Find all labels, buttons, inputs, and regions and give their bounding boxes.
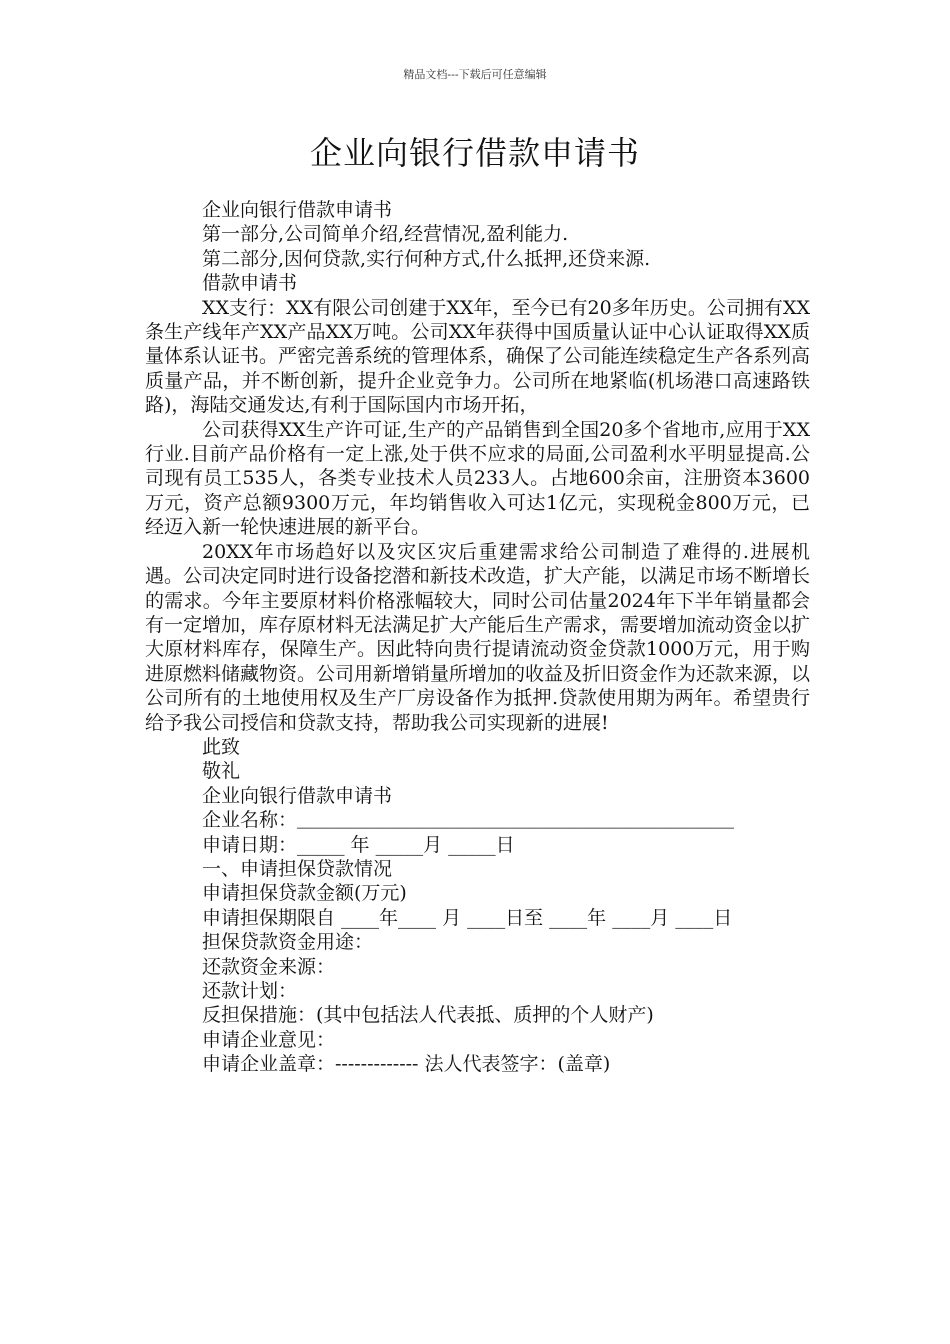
guarantee-period-field: 申请担保期限自 ____年____ 月 ____日至 ____年 ____月 ____日 [202, 906, 733, 929]
page-header: 精品文档---下载后可任意编辑 [403, 68, 547, 81]
repayment-plan-field: 还款计划： [202, 980, 298, 1002]
body-paragraph: 公司获得XX生产许可证,生产的产品销售到全国20多个省地市,应用于XX行业.目前产品价格有一定上涨,处于供不应求的局面,公司盈利水平明显提高.公司现有员工535人，各类专业技术人员233人。占地600余亩，注册资本3600万元，资产总额9300万元，年均销售收入可达1亿元，实现税金800万元，已经迈入新一轮快速进展的新平台。 [145, 418, 810, 539]
closing-line: 此致 [202, 735, 241, 758]
loan-purpose-field: 担保贷款资金用途： [202, 931, 374, 954]
company-opinion-field: 申请企业意见： [202, 1028, 336, 1051]
intro-line: 借款申请书 [202, 272, 298, 295]
repayment-source-field: 还款资金来源： [202, 955, 336, 978]
closing-line: 企业向银行借款申请书 [202, 784, 393, 807]
intro-line: 第一部分,公司简单介绍,经营情况,盈利能力. [202, 223, 569, 246]
body-paragraph: XX支行：XX有限公司创建于XX年，至今已有20多年历史。公司拥有XX条生产线年产XX产品XX万吨。公司XX年获得中国质量认证中心认证取得XX质量体系认证书。严密完善系统的管理体系，确保了公司能连续稳定生产各系列高质量产品，并不断创新，提升企业竞争力。公司所在地紧临(机场港口高速路铁路)，海陆交通发达,有利于国际国内市场开拓， [145, 296, 811, 417]
document-title: 企业向银行借款申请书 [309, 134, 640, 172]
seal-signature-field: 申请企业盖章：------------- 法人代表签字：(盖章) [202, 1053, 611, 1076]
body-paragraph: 20XX年市场趋好以及灾区灾后重建需求给公司制造了难得的.进展机遇。公司决定同时进行设备挖潜和新技术改造，扩大产能，以满足市场不断增长的需求。今年主要原材料价格涨幅较大，同时公司估量2024年下半年销量都会有一定增加，库存原材料无法满足扩大产能后生产需求，需要增加流动资金以扩大原材料库存，保障生产。因此特向贵行提请流动资金贷款1000万元，用于购进原燃料储藏物资。公司用新增销量所增加的收益及折旧资金作为还款来源，以公司所有的土地使用权及生产厂房设备作为抵押.贷款使用期为两年。希望贵行给予我公司授信和贷款支持，帮助我公司实现新的进展! [145, 540, 811, 734]
intro-line: 第二部分,因何贷款,实行何种方式,什么抵押,还贷来源. [202, 247, 651, 270]
closing-line: 敬礼 [202, 760, 241, 783]
company-name-field: 企业名称：＿＿＿＿＿＿＿＿＿＿＿＿＿＿＿＿＿＿＿＿＿＿＿ [202, 809, 735, 832]
loan-amount-field: 申请担保贷款金额(万元) [202, 882, 407, 905]
document-body [145, 198, 810, 1077]
apply-date-field: 申请日期：_____ 年 _____月 _____日 [202, 833, 515, 856]
section-heading: 一、申请担保贷款情况 [202, 857, 393, 880]
counter-guarantee-field: 反担保措施：(其中包括法人代表抵、质押的个人财产) [202, 1004, 654, 1027]
intro-line: 企业向银行借款申请书 [202, 199, 393, 221]
